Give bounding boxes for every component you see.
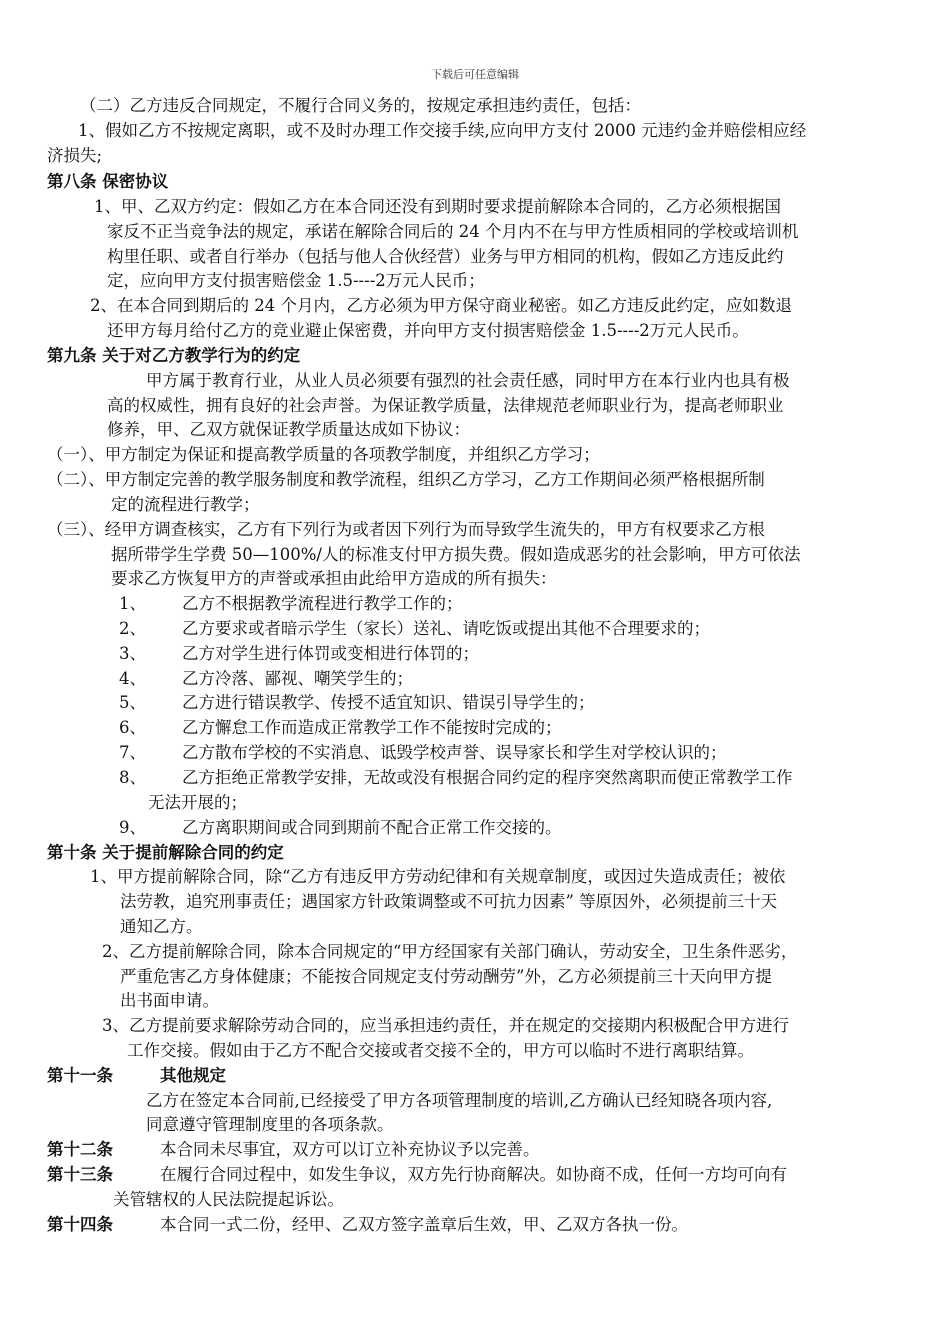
paragraph-line: 1、假如乙方不按规定离职，或不及时办理工作交接手续,应向甲方支付 2000 元违约金并赔偿相应经: [78, 121, 807, 140]
paragraph-line: 要求乙方恢复甲方的声誉或承担由此给甲方造成的所有损失：: [111, 569, 557, 588]
paragraph-line: 本合同一式二份，经甲、乙双方签字盖章后生效，甲、乙双方各执一份。: [160, 1215, 688, 1234]
paragraph-line: 修养，甲、乙双方就保证教学质量达成如下协议：: [107, 420, 470, 439]
paragraph-line: 2、乙方提前解除合同，除本合同规定的“甲方经国家有关部门确认，劳动安全，卫生条件恶劣，: [102, 942, 798, 961]
paragraph-line: 济损失;: [47, 146, 103, 165]
list-item: 乙方进行错误教学、传授不适宜知识、错误引导学生的；: [182, 693, 595, 712]
paragraph-line: 1、甲、乙双方约定：假如乙方在本合同还没有到期时要求提前解除本合同的，乙方必须根据国: [94, 197, 781, 216]
paragraph-line: 出书面申请。: [120, 991, 219, 1010]
paragraph-line: 乙方在签定本合同前,已经接受了甲方各项管理制度的培训,乙方确认已经知晓各项内容,: [146, 1091, 773, 1110]
paragraph-line: （二）、甲方制定完善的教学服务制度和教学流程，组织乙方学习，乙方工作期间必须严格根据所制: [47, 470, 765, 489]
paragraph-line: 法劳教，追究刑事责任；遇国家方针政策调整或不可抗力因素” 等原因外，必须提前三十天: [120, 892, 778, 911]
paragraph-line: 定，应向甲方支付损害赔偿金 1.5----2万元人民币；: [107, 271, 485, 290]
list-item: 乙方离职期间或合同到期前不配合正常工作交接的。: [182, 818, 562, 837]
paragraph-line: 3、乙方提前要求解除劳动合同的，应当承担违约责任，并在规定的交接期内积极配合甲方进行: [102, 1016, 789, 1035]
list-item: 乙方散布学校的不实消息、诋毁学校声誉、误导家长和学生对学校认识的；: [182, 743, 727, 762]
paragraph-line: 关管辖权的人民法院提起诉讼。: [113, 1190, 344, 1209]
list-item: 乙方不根据教学流程进行教学工作的；: [182, 594, 463, 613]
paragraph-line: 家反不正当竞争法的规定，承诺在解除合同后的 24 个月内不在与甲方性质相同的学校或培训机: [107, 222, 799, 241]
paragraph-line: 在履行合同过程中，如发生争议，双方先行协商解决。如协商不成，任何一方均可向有: [160, 1165, 787, 1184]
article-9-title: 第九条 关于对乙方教学行为的约定: [47, 346, 301, 365]
list-item: 乙方对学生进行体罚或变相进行体罚的；: [182, 644, 479, 663]
paragraph-line: 2、在本合同到期后的 24 个月内，乙方必须为甲方保守商业秘密。如乙方违反此约定，应如数退: [90, 296, 792, 315]
list-item-number: 8、: [119, 768, 146, 787]
list-item: 乙方拒绝正常教学安排，无故或没有根据合同约定的程序突然离职而使正常教学工作: [182, 768, 793, 787]
list-item-number: 5、: [119, 693, 146, 712]
list-item-number: 6、: [119, 718, 146, 737]
article-10-title: 第十条 关于提前解除合同的约定: [47, 843, 284, 862]
article-11-title: 第十一条: [47, 1066, 113, 1085]
paragraph-line: 工作交接。假如由于乙方不配合交接或者交接不全的，甲方可以临时不进行离职结算。: [127, 1041, 754, 1060]
list-item-number: 2、: [119, 619, 146, 638]
paragraph-line: 还甲方每月给付乙方的竞业避止保密费，并向甲方支付损害赔偿金 1.5----2万元人民币。: [107, 321, 749, 340]
article-13-title: 第十三条: [47, 1165, 113, 1184]
paragraph-line: 1、甲方提前解除合同，除“乙方有违反甲方劳动纪律和有关规章制度，或因过失造成责任；被依: [90, 867, 786, 886]
page-header: 下载后可任意编辑: [431, 68, 519, 81]
paragraph-line: 通知乙方。: [120, 917, 203, 936]
list-item-number: 1、: [119, 594, 146, 613]
article-11-subtitle: 其他规定: [160, 1066, 226, 1085]
list-item-number: 7、: [119, 743, 146, 762]
article-14-title: 第十四条: [47, 1215, 113, 1234]
paragraph-line: 高的权威性，拥有良好的社会声誉。为保证教学质量，法律规范老师职业行为，提高老师职业: [107, 396, 784, 415]
paragraph-line: 定的流程进行教学；: [111, 495, 260, 514]
paragraph-line: 严重危害乙方身体健康；不能按合同规定支付劳动酬劳”外，乙方必须提前三十天向甲方提: [120, 967, 772, 986]
list-item: 乙方冷落、鄙视、嘲笑学生的；: [182, 669, 413, 688]
article-12-title: 第十二条: [47, 1140, 113, 1159]
list-item: 乙方要求或者暗示学生（家长）送礼、请吃饭或提出其他不合理要求的；: [182, 619, 710, 638]
list-item-number: 4、: [119, 669, 146, 688]
paragraph-line: （二）乙方违反合同规定，不履行合同义务的，按规定承担违约责任，包括：: [80, 96, 641, 115]
paragraph-line: 本合同未尽事宜，双方可以订立补充协议予以完善。: [160, 1140, 540, 1159]
list-item: 乙方懈怠工作而造成正常教学工作不能按时完成的；: [182, 718, 562, 737]
paragraph-line: 构里任职、或者自行举办（包括与他人合伙经营）业务与甲方相同的机构，假如乙方违反此约: [107, 247, 784, 266]
list-item-continuation: 无法开展的；: [148, 793, 247, 812]
paragraph-line: （三）、经甲方调查核实，乙方有下列行为或者因下列行为而导致学生流失的，甲方有权要求乙方根: [47, 520, 765, 539]
paragraph-line: 甲方属于教育行业，从业人员必须要有强烈的社会责任感，同时甲方在本行业内也具有极: [146, 371, 790, 390]
list-item-number: 9、: [119, 818, 146, 837]
paragraph-line: 据所带学生学费 50—100%/人的标准支付甲方损失费。假如造成恶劣的社会影响，甲方可依法: [111, 545, 801, 564]
paragraph-line: 同意遵守管理制度里的各项条款。: [146, 1115, 394, 1134]
paragraph-line: （一）、甲方制定为保证和提高教学质量的各项教学制度，并组织乙方学习；: [47, 445, 600, 464]
article-8-title: 第八条 保密协议: [47, 172, 169, 191]
list-item-number: 3、: [119, 644, 146, 663]
